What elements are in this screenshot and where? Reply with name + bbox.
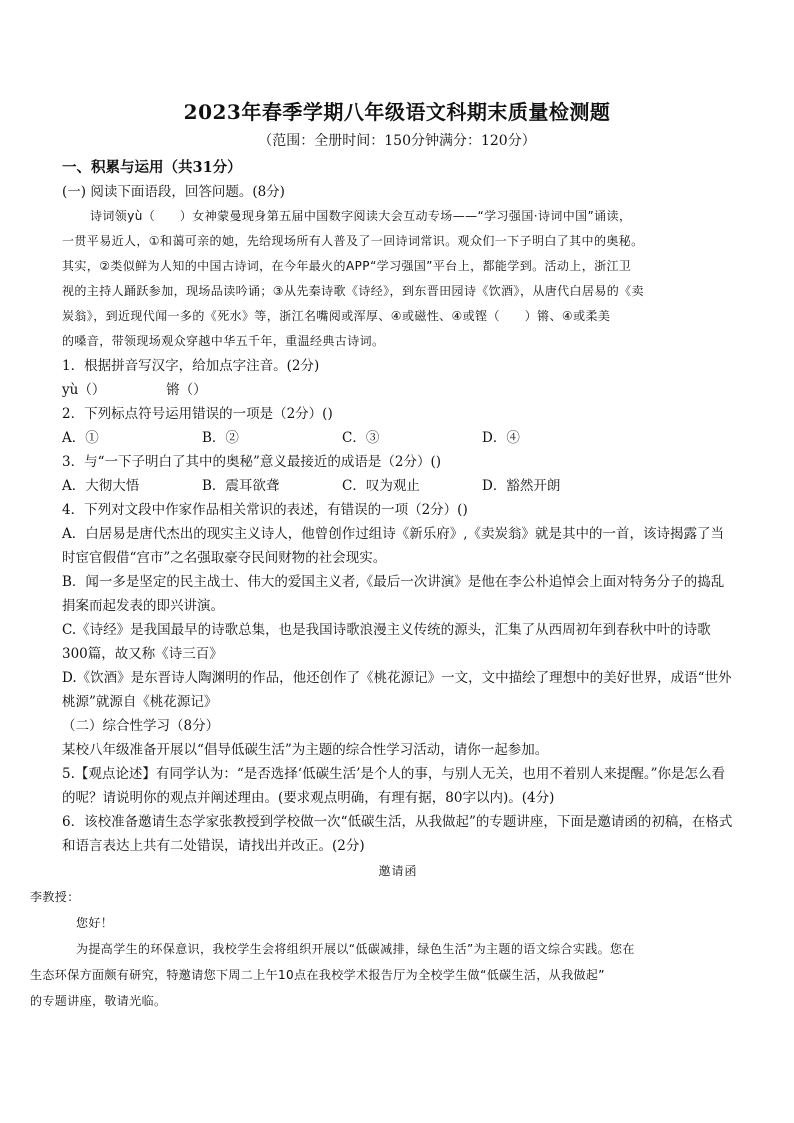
question-2-options	[62, 426, 734, 450]
passage-line: 一贯平易近人，①和蔼可亲的她，先给现场所有人普及了一回诗词常识。观众们一下子明白了其中的奥秘。	[62, 234, 644, 248]
option-a: A．大彻大悟	[62, 478, 140, 494]
option-d: D.《饮酒》是东晋诗人陶渊明的作品，他还创作了《桃花源记》一文，文中描绘了理想中的美好世界，成语“世外桃源”就源自《桃花源记》	[62, 670, 732, 710]
invitation-letter	[30, 858, 734, 1014]
exam-title: 2023年春季学期八年级语文科期末质量检测题	[183, 100, 611, 124]
question-2: 2．下列标点符号运用错误的一项是（2分）()	[62, 406, 333, 422]
option-c: C．③	[342, 430, 380, 446]
part2-heading: （二）综合性学习（8分）	[62, 718, 220, 734]
part1-heading: (一) 阅读下面语段，回答问题。(8分)	[62, 184, 285, 200]
question-3-options	[62, 474, 734, 498]
part2-intro: 某校八年级准备开展以“倡导低碳生活”为主题的综合性学习活动，请你一起参加。	[62, 742, 549, 758]
option-c: C.《诗经》是我国最早的诗歌总集，也是我国诗歌浪漫主义传统的源头，汇集了从西周初年到春秋中叶的诗歌300篇，故又称《诗三百》	[62, 622, 711, 662]
exam-subtitle: （范围：全册时间：150分钟满分：120分）	[258, 133, 536, 149]
section-heading: 一、积累与运用（共31分）	[62, 159, 242, 176]
passage-line: 视的主持人踊跃参加，现场品读吟诵；③从先秦诗歌《诗经》，到东晋田园诗《饮酒》，从唐代白居易的《卖	[62, 284, 644, 298]
letter-body-line: 的专题讲座，敬请光临。	[30, 994, 167, 1008]
letter-body-line: 为提高学生的环保意识，我校学生会将组织开展以“低碳减排，绿色生活”为主题的语文综合实践。您在	[76, 942, 635, 956]
question-5: 5.【观点论述】有同学认为：“是否选择‘低碳生活’是个人的事，与别人无关，也用不着别人来提醒。”你是怎么看的呢？请说明你的观点并阐述理由。(要求观点明确，有理有据，80字以内)。(4分)	[62, 766, 726, 806]
question-3: 3．与“一下子明白了其中的奥秘”意义最接近的成语是（2分）()	[62, 454, 442, 470]
passage-line: 其实，②类似鲜为人知的中国古诗词，在今年最火的APP“学习强国”平台上，都能学到。活动上，浙江卫	[62, 259, 632, 273]
question-4: 4．下列对文段中作家作品相关常识的表述，有错误的一项（2分）()	[62, 502, 468, 518]
exam-content	[30, 156, 734, 1014]
letter-title: 邀请函	[378, 864, 418, 878]
option-b: B．闻一多是坚定的民主战士、伟大的爱国主义者,《最后一次讲演》是他在李公朴追悼会上面对特务分子的捣乱捐案而起发表的即兴讲演。	[62, 574, 725, 614]
option-b: B．震耳欲聋	[202, 478, 280, 494]
option-a: A．白居易是唐代杰出的现实主义诗人，他曾创作过组诗《新乐府》,《卖炭翁》就是其中的一首，该诗揭露了当时宦官假借“宫市”之名强取豪夺民间财物的社会现实。	[62, 526, 725, 566]
option-c: C．叹为观止	[342, 478, 420, 494]
letter-salutation: 李教授：	[30, 890, 80, 904]
question-6: 6．该校准备邀请生态学家张教授到学校做一次“低碳生活，从我做起”的专题讲座，下面是邀请函的初稿，在格式和语言表达上共有二处错误，请找出并改正。(2分)	[62, 814, 733, 854]
passage-line: 诗词领yù（ ）女神蒙曼现身第五届中国数字阅读大会互动专场——“学习强国·诗词中国”诵读，	[90, 209, 632, 223]
option-a: A．①	[62, 430, 99, 446]
letter-body-line: 生态环保方面颇有研究，特邀请您下周二上午10点在我校学术报告厅为全校学生做“低碳生活，从我做起”	[30, 968, 605, 982]
question-1: 1．根据拼音写汉字，给加点字注音。(2分)	[62, 358, 320, 374]
letter-greeting: 您好！	[76, 916, 114, 930]
passage-line: 炭翁》，到近现代闻一多的《死水》等，浙江名嘴阅或浑厚、④或磁性、④或铿（ ）锵、④或柔美	[62, 309, 611, 323]
passage-line: 的嗓音，带领现场观众穿越中华五千年，重温经典古诗词。	[62, 334, 385, 348]
question-1-answers: yù（） 锵（）	[62, 382, 207, 398]
option-d: D．豁然开朗	[482, 478, 561, 494]
option-d: D．④	[482, 430, 520, 446]
reading-passage	[62, 204, 734, 354]
option-b: B．②	[202, 430, 239, 446]
